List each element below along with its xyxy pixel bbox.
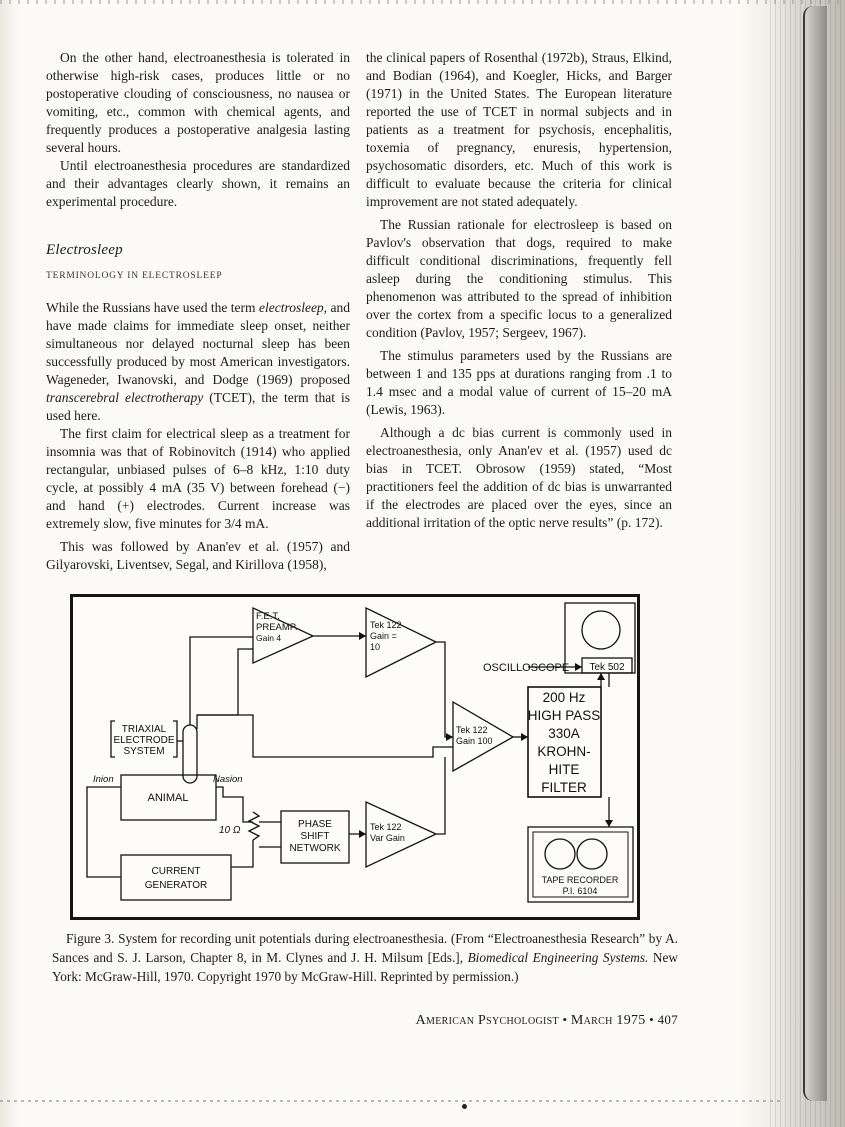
filter-line3: 330A	[548, 726, 580, 741]
inion-label: Inion	[93, 774, 114, 785]
scan-noise-top	[0, 0, 845, 4]
arrowhead	[359, 632, 366, 640]
paragraph: On the other hand, electroanesthesia is tolerated in otherwise high-risk cases, produces little or no postoperative clouding of consciousness, no nausea or vomiting, etc., common with chemical agents, and frequently produces a postoperative analgesia lasting several hours.	[46, 50, 350, 155]
current-generator-box	[121, 855, 231, 900]
text-run: While the Russians have used the term	[46, 300, 259, 315]
figure-caption	[52, 929, 678, 986]
filter-line2: HIGH PASS	[527, 708, 601, 723]
book-spine-edge	[803, 6, 827, 1101]
footer-separator: •	[562, 1012, 568, 1027]
arrowhead	[446, 733, 453, 741]
tek-mid-line2: Gain 100	[456, 736, 493, 746]
paragraph	[46, 299, 350, 425]
section-heading: Electrosleep	[46, 242, 123, 258]
oscilloscope-label: OSCILLOSCOPE	[483, 662, 570, 674]
arrowhead	[575, 663, 582, 671]
wire-resistor-to-generator	[231, 840, 253, 867]
triaxial-electrode	[183, 725, 197, 783]
wire-electrode-to-preamp	[190, 637, 253, 725]
tape-recorder-line2: P.I. 6104	[562, 886, 598, 896]
caption-book-title: Biomedical Engineering Systems.	[467, 950, 649, 965]
current-gen-line2: GENERATOR	[144, 880, 208, 891]
arrowhead	[597, 673, 605, 680]
paragraph: Although a dc bias current is commonly used in electroanesthesia, only Anan'ev et al. (1957) used dc bias in TCET. Obrosow (1959) stated, “Most practitioners feel the addition of dc bias is unwarranted if the electrodes are placed over the eyes, since an additional irritation of the optic nerve results” (p. 172).	[366, 425, 672, 530]
arrowhead	[521, 733, 528, 741]
paragraph: The Russian rationale for electrosleep is based on Pavlov's observation that dogs, required to make difficult conditional discriminations, frequently fell asleep during the conditioning stimulus. This phenomenon was attributed to the spread of inhibition over the cortex from a specific locus to a generalized condition (Pavlov, 1957; Sergeev, 1967).	[366, 217, 672, 340]
paragraph: Until electroanesthesia procedures are standardized and their advantages clearly shown, it remains an experimental procedure.	[46, 158, 350, 209]
triaxial-line3: SYSTEM	[123, 746, 165, 757]
oscilloscope-model: Tek 502	[589, 662, 625, 673]
arrowhead	[605, 820, 613, 827]
paragraph: The first claim for electrical sleep as a treatment for insomnia was that of Robinovitch (1914) who applied rectangular, unbiased pulses of 6–8 kHz, 1:10 duty cycle, at possibly 4 mA (35 V) between forehead (−) and hand (+) electrodes. Current increase was extremely slow, five minutes for 3/4 mA.	[46, 426, 350, 531]
paragraph: the clinical papers of Rosenthal (1972b), Straus, Elkind, and Bodian (1964), and Koegler, Hicks, and Barger (1971) in the United States. The European literature reported the use of TCET in normal subjects and in patients as a treatment for psychosis, encephalitis, toxemia of pregnancy, enuresis, hypertension, psychosomatic disorders, etc. Much of this work is difficult to evaluate because the criteria for clinical improvement are not stated adequately.	[366, 50, 672, 209]
running-footer	[383, 1012, 678, 1029]
resistor-label: 10 Ω	[219, 825, 241, 836]
triaxial-line1: TRIAXIAL	[121, 724, 167, 735]
filter-line5: HITE	[548, 762, 580, 777]
wire-bottom-to-mid	[436, 757, 445, 834]
arrowhead	[359, 830, 366, 838]
tek-bottom-line1: Tek 122	[370, 822, 402, 832]
tek-bottom-line2: Var Gain	[370, 833, 405, 843]
tek-top-line3: 10	[370, 642, 381, 652]
tek-mid-line1: Tek 122	[456, 725, 488, 735]
journal-name: American Psychologist	[415, 1013, 559, 1028]
paragraph: This was followed by Anan'ev et al. (1957) and Gilyarovski, Liventsev, Segal, and Kirillova (1958),	[46, 539, 350, 572]
page-number: 407	[657, 1012, 678, 1027]
text-run: and have made claims for immediate sleep onset, neither simultaneous nor delayed nocturnal sleep has been successfully produced by most American investigators. Wageneder, Iwanovski, and Dodge (1969) proposed	[46, 300, 350, 387]
phase-line3: NETWORK	[289, 843, 341, 854]
triaxial-line2: ELECTRODE	[113, 735, 175, 746]
oscilloscope-screen	[582, 611, 620, 649]
phase-line2: SHIFT	[300, 831, 330, 842]
term-tcet: transcerebral electrotherapy	[46, 390, 204, 405]
current-gen-line1: CURRENT	[151, 866, 201, 877]
right-column	[366, 49, 672, 532]
scan-dot	[462, 1104, 467, 1109]
left-column	[46, 49, 350, 574]
issue-date: March 1975	[570, 1013, 646, 1028]
tek-top-line1: Tek 122	[370, 620, 402, 630]
fet-preamp-line3: Gain 4	[256, 633, 282, 643]
text-run: (TCET), the term that is used here.	[46, 390, 350, 423]
filter-line1: 200 Hz	[542, 690, 586, 705]
filter-line6: FILTER	[541, 780, 587, 795]
filter-line4: KROHN-	[537, 744, 591, 759]
tek-top-line2: Gain =	[370, 631, 397, 641]
wire-electrode-to-preamp-2	[197, 649, 253, 729]
scan-noise-bottom	[0, 1100, 780, 1102]
fet-preamp-line1: F.E.T.	[256, 611, 280, 622]
tape-reel-right	[577, 839, 607, 869]
caption-text-tail: New York: McGraw-Hill, 1970. Copyright 1970 by McGraw-Hill. Reprinted by permission.)	[52, 950, 678, 984]
phase-line1: PHASE	[298, 819, 332, 830]
tape-reel-left	[545, 839, 575, 869]
nasion-label: Nasion	[213, 774, 243, 785]
wire-nasion	[216, 787, 253, 822]
fet-preamp-line2: PREAMP.	[256, 622, 298, 633]
diagram-svg	[73, 597, 637, 917]
footer-separator: •	[649, 1012, 655, 1027]
caption-text: Figure 3. System for recording unit potentials during electroanesthesia. (From “Electroanesthesia Research” by A. Sances and S. J. Larson, Chapter 8, in M. Clynes and J. H. Milsum [Eds.],	[52, 931, 678, 965]
term-electrosleep: electrosleep,	[258, 300, 328, 315]
wire-tek-top-to-mid	[436, 642, 453, 737]
subsection-heading: TERMINOLOGY IN ELECTROSLEEP	[46, 271, 223, 281]
wire-electrode-to-mid	[197, 715, 453, 757]
animal-label: ANIMAL	[147, 792, 189, 804]
resistor-10-ohm	[249, 812, 259, 840]
tape-recorder-line1: TAPE RECORDER	[541, 875, 619, 885]
figure-3-block-diagram	[70, 594, 640, 920]
paragraph: The stimulus parameters used by the Russians are between 1 and 135 pps at durations ranging from .1 to 1.4 msec and a modal value of current of 15–20 mA (Lewis, 1963).	[366, 348, 672, 417]
wire-inion-to-generator	[87, 787, 121, 877]
